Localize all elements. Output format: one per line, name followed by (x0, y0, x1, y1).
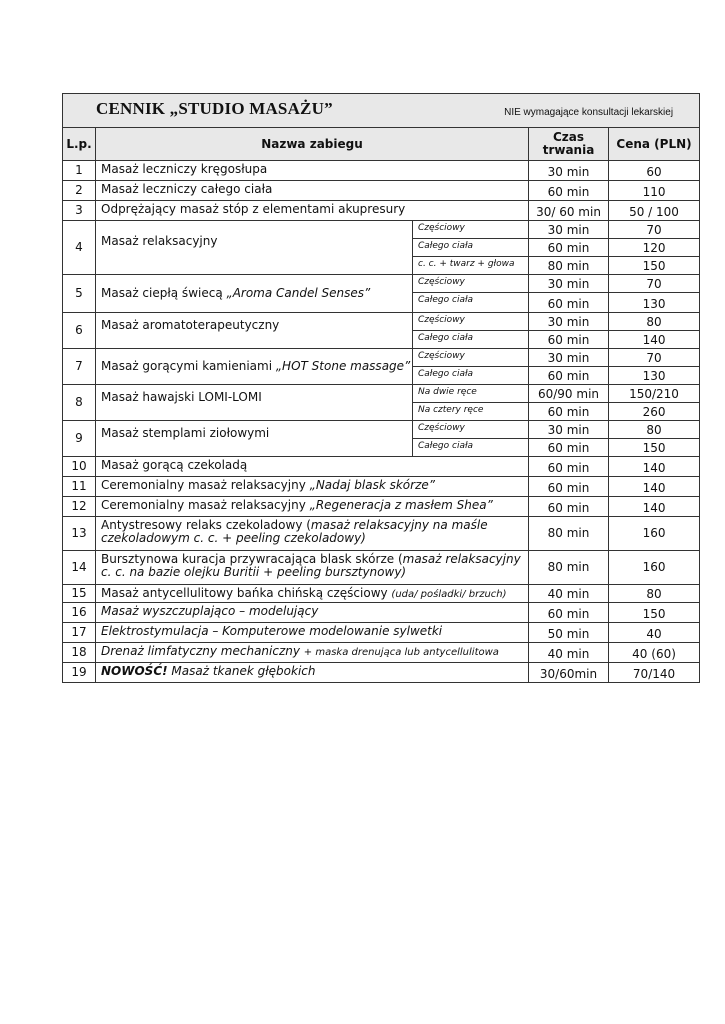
treatment-time: 60 min (529, 367, 609, 385)
treatment-price: 80 (609, 421, 700, 439)
treatment-price: 130 (609, 293, 700, 313)
treatment-price: 60 (609, 161, 700, 181)
table-row (63, 201, 700, 221)
variant-label: Całego ciała (413, 239, 529, 257)
row-number: 15 (63, 585, 96, 603)
treatment-time: 60 min (529, 439, 609, 457)
treatment-time: 60 min (529, 239, 609, 257)
treatment-time: 30/ 60 min (529, 201, 609, 221)
table-row (63, 181, 700, 201)
table-row (63, 643, 700, 663)
treatment-price: 140 (609, 331, 700, 349)
table-row (63, 663, 700, 683)
treatment-time: 60 min (529, 477, 609, 497)
variant-label: Całego ciała (413, 331, 529, 349)
table-row (63, 477, 700, 497)
variant-label: Częściowy (413, 221, 529, 239)
treatment-time: 60 min (529, 293, 609, 313)
table-row (63, 497, 700, 517)
treatment-price: 140 (609, 497, 700, 517)
treatment-name: Ceremonialny masaż relaksacyjny „Regeneracja z masłem Shea” (96, 497, 529, 517)
row-number: 17 (63, 623, 96, 643)
variant-label: Całego ciała (413, 293, 529, 313)
treatment-price: 150 (609, 257, 700, 275)
table-row (63, 349, 700, 367)
treatment-name: NOWOŚĆ! Masaż tkanek głębokich (96, 663, 529, 683)
treatment-time: 30 min (529, 349, 609, 367)
treatment-name: Odprężający masaż stóp z elementami akupresury (96, 201, 529, 221)
new-badge: NOWOŚĆ! (101, 664, 168, 678)
column-headers (63, 128, 700, 161)
treatment-time: 30 min (529, 221, 609, 239)
treatment-price: 120 (609, 239, 700, 257)
table-row (63, 221, 700, 239)
row-number: 3 (63, 201, 96, 221)
row-number: 1 (63, 161, 96, 181)
treatment-name: Masaż hawajski LOMI-LOMI (96, 385, 413, 421)
treatment-price: 40 (60) (609, 643, 700, 663)
table-row (63, 385, 700, 403)
treatment-price: 160 (609, 551, 700, 585)
table-row (63, 585, 700, 603)
treatment-time: 60 min (529, 331, 609, 349)
treatment-name: Antystresowy relaks czekoladowy (masaż relaksacyjny na maśle czekoladowym c. c. + peeling czekoladowy) (96, 517, 529, 551)
treatment-name: Masaż gorącymi kamieniami „HOT Stone massage” (96, 349, 413, 385)
treatment-name: Masaż relaksacyjny (96, 221, 413, 275)
variant-label: Częściowy (413, 349, 529, 367)
treatment-time: 50 min (529, 623, 609, 643)
row-number: 10 (63, 457, 96, 477)
table-row (63, 603, 700, 623)
row-number: 14 (63, 551, 96, 585)
variant-label: Na cztery ręce (413, 403, 529, 421)
row-number: 6 (63, 313, 96, 349)
row-number: 18 (63, 643, 96, 663)
treatment-time: 60 min (529, 181, 609, 201)
row-number: 19 (63, 663, 96, 683)
treatment-time: 80 min (529, 551, 609, 585)
treatment-name: Drenaż limfatyczny mechaniczny + maska drenująca lub antycellulitowa (96, 643, 529, 663)
treatment-time: 80 min (529, 517, 609, 551)
table-row (63, 313, 700, 331)
treatment-time: 30 min (529, 421, 609, 439)
treatment-name: Bursztynowa kuracja przywracająca blask skórze (masaż relaksacyjny c. c. na bazie olejku Buritii + peeling bursztynowy) (96, 551, 529, 585)
treatment-time: 30 min (529, 161, 609, 181)
treatment-price: 70/140 (609, 663, 700, 683)
row-number: 9 (63, 421, 96, 457)
col-header-price: Cena (PLN) (609, 128, 700, 161)
row-number: 4 (63, 221, 96, 275)
variant-label: Na dwie ręce (413, 385, 529, 403)
treatment-time: 60/90 min (529, 385, 609, 403)
title-bar (63, 94, 700, 128)
treatment-name: Masaż aromatoterapeutyczny (96, 313, 413, 349)
treatment-price: 50 / 100 (609, 201, 700, 221)
treatment-time: 30 min (529, 275, 609, 293)
treatment-time: 80 min (529, 257, 609, 275)
treatment-time: 60 min (529, 403, 609, 421)
row-number: 13 (63, 517, 96, 551)
treatment-price: 80 (609, 585, 700, 603)
variant-label: c. c. + twarz + głowa (413, 257, 529, 275)
table-row (63, 161, 700, 181)
treatment-time: 40 min (529, 643, 609, 663)
treatment-price: 130 (609, 367, 700, 385)
treatment-time: 30 min (529, 313, 609, 331)
col-header-no: L.p. (63, 128, 96, 161)
treatment-price: 70 (609, 275, 700, 293)
treatment-price: 160 (609, 517, 700, 551)
treatment-price: 150/210 (609, 385, 700, 403)
treatment-price: 70 (609, 349, 700, 367)
treatment-name: Ceremonialny masaż relaksacyjny „Nadaj blask skórze” (96, 477, 529, 497)
page-title: CENNIK „STUDIO MASAŻU” (96, 99, 333, 118)
row-number: 11 (63, 477, 96, 497)
price-table (62, 93, 700, 683)
price-list (62, 93, 699, 683)
row-number: 2 (63, 181, 96, 201)
variant-label: Częściowy (413, 313, 529, 331)
col-header-time: Czas trwania (529, 128, 609, 161)
consultation-note: NIE wymagające konsultacji lekarskiej (504, 107, 674, 118)
treatment-price: 110 (609, 181, 700, 201)
treatment-price: 260 (609, 403, 700, 421)
table-row (63, 551, 700, 585)
col-header-name: Nazwa zabiegu (96, 128, 529, 161)
treatment-name: Masaż leczniczy całego ciała (96, 181, 529, 201)
row-number: 7 (63, 349, 96, 385)
row-number: 5 (63, 275, 96, 313)
treatment-price: 150 (609, 603, 700, 623)
treatment-name: Masaż antycellulitowy bańka chińską częściowy (uda/ pośladki/ brzuch) (96, 585, 529, 603)
treatment-name: Masaż stemplami ziołowymi (96, 421, 413, 457)
treatment-name: Masaż gorącą czekoladą (96, 457, 529, 477)
table-row (63, 457, 700, 477)
treatment-time: 60 min (529, 457, 609, 477)
treatment-name: Masaż wyszczuplająco – modelujący (96, 603, 529, 623)
variant-label: Częściowy (413, 421, 529, 439)
treatment-time: 60 min (529, 603, 609, 623)
row-number: 16 (63, 603, 96, 623)
variant-label: Częściowy (413, 275, 529, 293)
treatment-name: Masaż ciepłą świecą „Aroma Candel Senses” (96, 275, 413, 313)
table-row (63, 421, 700, 439)
treatment-price: 140 (609, 457, 700, 477)
treatment-price: 70 (609, 221, 700, 239)
treatment-price: 140 (609, 477, 700, 497)
variant-label: Całego ciała (413, 367, 529, 385)
treatment-name: Masaż leczniczy kręgosłupa (96, 161, 529, 181)
treatment-price: 80 (609, 313, 700, 331)
treatment-price: 40 (609, 623, 700, 643)
treatment-time: 30/60min (529, 663, 609, 683)
row-number: 8 (63, 385, 96, 421)
variant-label: Całego ciała (413, 439, 529, 457)
table-row (63, 517, 700, 551)
treatment-name: Elektrostymulacja – Komputerowe modelowanie sylwetki (96, 623, 529, 643)
treatment-time: 60 min (529, 497, 609, 517)
treatment-time: 40 min (529, 585, 609, 603)
table-row (63, 275, 700, 293)
treatment-price: 150 (609, 439, 700, 457)
row-number: 12 (63, 497, 96, 517)
table-row (63, 623, 700, 643)
